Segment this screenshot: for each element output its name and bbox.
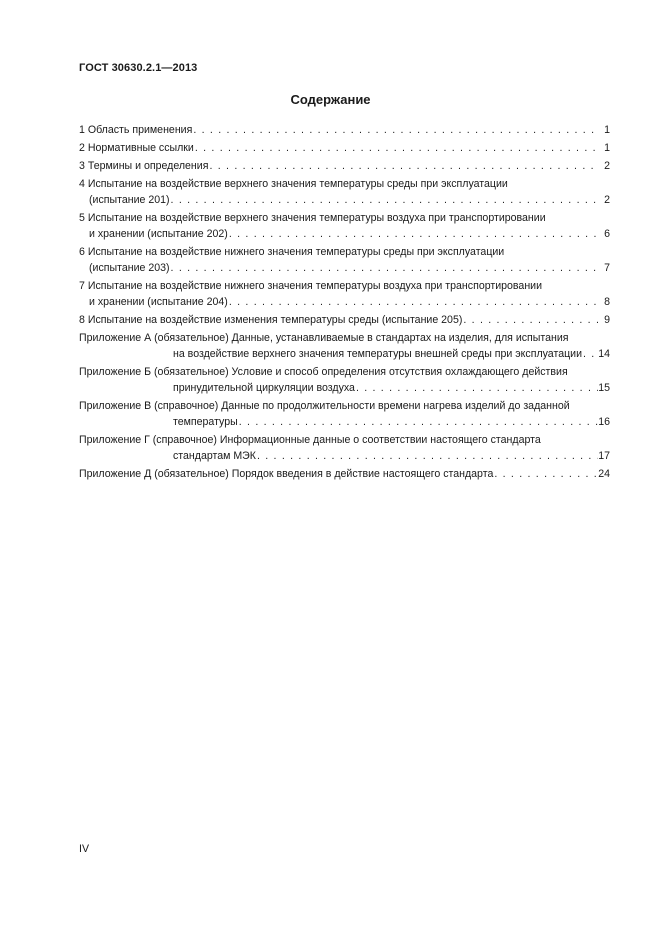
toc-entry-2[interactable]	[79, 140, 610, 156]
toc-entry-continuation: и хранении (испытание 204)	[89, 296, 228, 308]
toc-entry-3[interactable]	[79, 158, 610, 174]
toc-page-number: 2	[604, 194, 610, 206]
leader-dots	[229, 294, 599, 310]
toc-appendix-b[interactable]	[79, 364, 610, 396]
leader-dots	[229, 226, 599, 242]
toc-entry-text: 1 Область применения	[79, 124, 193, 136]
page-number: IV	[79, 843, 90, 855]
toc-entry-text: Приложение Б (обязательное) Условие и способ определения отсутствия охлаждающего действия	[79, 366, 568, 378]
toc-appendix-a[interactable]	[79, 330, 610, 362]
leader-dots	[209, 158, 599, 174]
toc-appendix-d[interactable]	[79, 466, 610, 482]
toc-entry-text: 3 Термины и определения	[79, 160, 209, 172]
table-of-contents	[79, 122, 610, 484]
toc-entry-text: 6 Испытание на воздействие нижнего значения температуры среды при эксплуатации	[79, 246, 505, 258]
toc-entry-text: Приложение Д (обязательное) Порядок введения в действие настоящего стандарта	[79, 468, 494, 480]
toc-entry-5[interactable]	[79, 210, 610, 242]
leader-dots	[583, 346, 598, 362]
leader-dots	[171, 192, 599, 208]
toc-page-number: 17	[598, 450, 610, 462]
leader-dots	[171, 260, 599, 276]
toc-entry-1[interactable]	[79, 122, 610, 138]
toc-page-number: 1	[604, 124, 610, 136]
leader-dots	[193, 122, 599, 138]
standard-code: ГОСТ 30630.2.1—2013	[79, 62, 198, 74]
toc-entry-text: 8 Испытание на воздействие изменения температуры среды (испытание 205)	[79, 314, 463, 326]
leader-dots	[356, 380, 598, 396]
toc-entry-continuation: на воздействие верхнего значения температуры внешней среды при эксплуатации	[173, 348, 582, 360]
toc-page-number: 9	[604, 314, 610, 326]
toc-page-number: 15	[598, 382, 610, 394]
toc-appendix-v[interactable]	[79, 398, 610, 430]
toc-entry-continuation: и хранении (испытание 202)	[89, 228, 228, 240]
leader-dots	[195, 140, 599, 156]
toc-appendix-g[interactable]	[79, 432, 610, 464]
toc-entry-text: 7 Испытание на воздействие нижнего значения температуры воздуха при транспортировании	[79, 280, 543, 292]
toc-page-number: 2	[604, 160, 610, 172]
toc-page-number: 14	[598, 348, 610, 360]
leader-dots	[463, 312, 599, 328]
toc-page-number: 16	[598, 416, 610, 428]
toc-entry-6[interactable]	[79, 244, 610, 276]
toc-page-number: 1	[604, 142, 610, 154]
toc-entry-continuation: (испытание 201)	[89, 194, 170, 206]
toc-entry-text: 2 Нормативные ссылки	[79, 142, 194, 154]
toc-entry-7[interactable]	[79, 278, 610, 310]
toc-entry-text: Приложение А (обязательное) Данные, устанавливаемые в стандартах на изделия, для испытания	[79, 332, 569, 344]
toc-entry-text: 4 Испытание на воздействие верхнего значения температуры среды при эксплуатации	[79, 178, 508, 190]
toc-entry-continuation: температуры	[173, 416, 238, 428]
toc-entry-continuation: (испытание 203)	[89, 262, 170, 274]
toc-entry-text: Приложение В (справочное) Данные по продолжительности времени нагрева изделий до заданной	[79, 400, 570, 412]
toc-entry-text: Приложение Г (справочное) Информационные данные о соответствии настоящего стандарта	[79, 434, 541, 446]
toc-entry-8[interactable]	[79, 312, 610, 328]
toc-entry-continuation: принудительной циркуляции воздуха	[173, 382, 355, 394]
leader-dots	[257, 448, 598, 464]
toc-page-number: 8	[604, 296, 610, 308]
toc-page-number: 24	[598, 468, 610, 480]
toc-entry-text: 5 Испытание на воздействие верхнего значения температуры воздуха при транспортировании	[79, 212, 546, 224]
leader-dots	[239, 414, 598, 430]
toc-page-number: 7	[604, 262, 610, 274]
page-title: Содержание	[290, 92, 371, 107]
toc-entry-4[interactable]	[79, 176, 610, 208]
leader-dots	[494, 466, 598, 482]
toc-page-number: 6	[604, 228, 610, 240]
toc-entry-continuation: стандартам МЭК	[173, 450, 256, 462]
